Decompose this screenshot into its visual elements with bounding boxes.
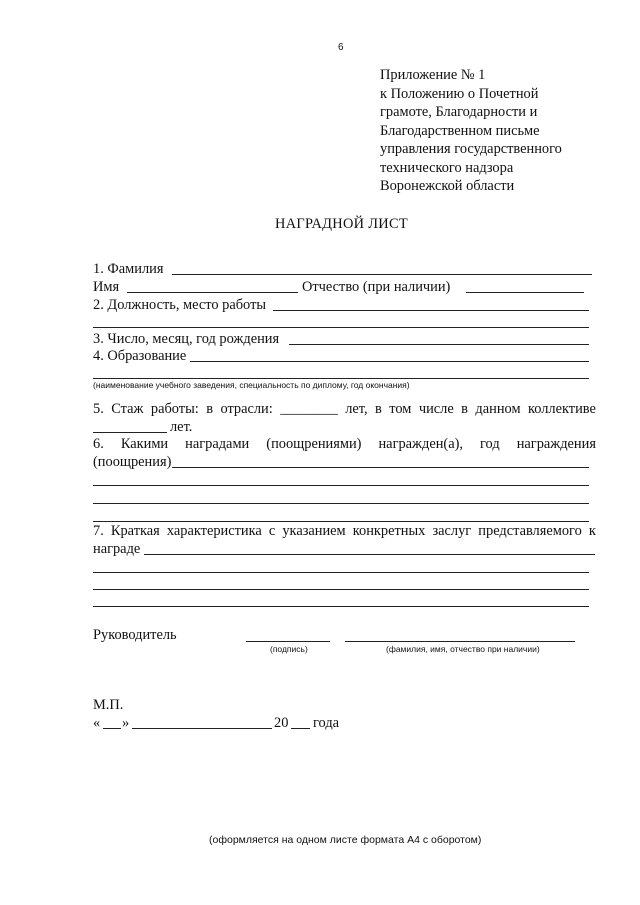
appendix-line: грамоте, Благодарности и [380,104,538,120]
head-label: Руководитель [93,627,177,643]
position-label: 2. Должность, место работы [93,297,267,313]
experience-word: лет, [345,401,368,417]
page-number: 6 [338,42,344,53]
characteristic-word: характеристика [166,523,262,539]
birth-date-input-line[interactable] [289,344,589,345]
awards-text [93,436,596,453]
characteristic-input-line-3[interactable] [93,589,589,590]
experience-text [93,401,596,418]
characteristic-word: заслуг [432,523,472,539]
year-prefix: 20 [274,715,289,731]
appendix-line: управления государственного [380,141,562,157]
seal-label: М.П. [93,697,124,713]
awards-word: награжден(а), [378,436,463,452]
experience-word: коллективе [527,401,596,417]
characteristic-end: награде [93,541,141,557]
day-input-line[interactable] [103,728,121,729]
month-input-line[interactable] [132,728,272,729]
signature-input-line[interactable] [246,641,330,642]
awards-input-line-2[interactable] [93,485,589,486]
experience-word: в [206,401,213,417]
name-input-line[interactable] [127,292,298,293]
appendix-line: Воронежской области [380,178,515,194]
characteristic-text [93,523,596,540]
awards-word: награждения [516,436,596,452]
characteristic-word: Краткая [110,523,160,539]
education-input-line-2[interactable] [93,378,589,379]
awards-word: наградами [185,436,250,452]
birth-date-label: 3. Число, месяц, год рождения [93,331,280,347]
characteristic-word: указанием [282,523,346,539]
head-name-input-line[interactable] [345,641,575,642]
head-name-hint: (фамилия, имя, отчество при наличии) [386,644,540,654]
position-input-line-2[interactable] [93,327,589,328]
awards-word: 6. [93,436,104,452]
team-years-input-line[interactable] [93,432,167,433]
year-suffix: года [313,715,340,731]
signature-hint: (подпись) [270,644,308,654]
characteristic-word: с [268,523,276,539]
characteristic-input-line-2[interactable] [93,572,589,573]
experience-word: данном [475,401,521,417]
footer-note: (оформляется на одном листе формата А4 с оборотом) [209,834,482,846]
experience-word: работы: [150,401,199,417]
experience-word: в [461,401,468,417]
awards-end: (поощрения) [93,454,172,470]
appendix-line: Приложение № 1 [380,67,486,83]
industry-years-blank[interactable]: ________ [280,401,338,417]
characteristic-input-line-4[interactable] [93,606,589,607]
experience-word: Стаж [111,401,144,417]
characteristic-word: к [588,523,596,539]
experience-word: числе [418,401,454,417]
education-input-line[interactable] [190,361,589,362]
experience-end: лет. [170,419,193,435]
date-open-quote: « [93,715,101,731]
awards-input-line-4[interactable] [93,521,589,522]
document-title: НАГРАДНОЙ ЛИСТ [275,216,408,232]
education-label: 4. Образование [93,348,187,364]
position-input-line[interactable] [273,310,589,311]
year-input-line[interactable] [291,728,310,729]
awards-word: (поощрениями) [266,436,362,452]
date-close-quote: » [122,715,130,731]
characteristic-word: конкретных [352,523,426,539]
experience-word: 5. [93,401,104,417]
appendix-reference [380,66,562,196]
awards-input-line-3[interactable] [93,503,589,504]
surname-input-line[interactable] [172,274,592,275]
patronymic-label: Отчество (при наличии) [302,279,451,295]
appendix-line: технического надзора [380,159,514,176]
characteristic-word: 7. [93,523,104,539]
awards-input-line[interactable] [172,467,589,468]
name-label: Имя [93,279,120,295]
awards-word: Какими [120,436,169,452]
characteristic-word: представляемого [478,523,582,539]
surname-label: 1. Фамилия [93,261,164,277]
experience-word: в [375,401,382,417]
education-hint: (наименование учебного заведения, специальность по диплому, год окончания) [93,380,410,390]
appendix-line: Благодарственном письме [380,122,540,139]
experience-word: отрасли: [220,401,273,417]
characteristic-input-line[interactable] [144,554,595,555]
awards-word: год [480,436,500,452]
patronymic-input-line[interactable] [466,292,584,293]
appendix-line: к Положению о Почетной [380,85,539,102]
experience-word: том [389,401,412,417]
